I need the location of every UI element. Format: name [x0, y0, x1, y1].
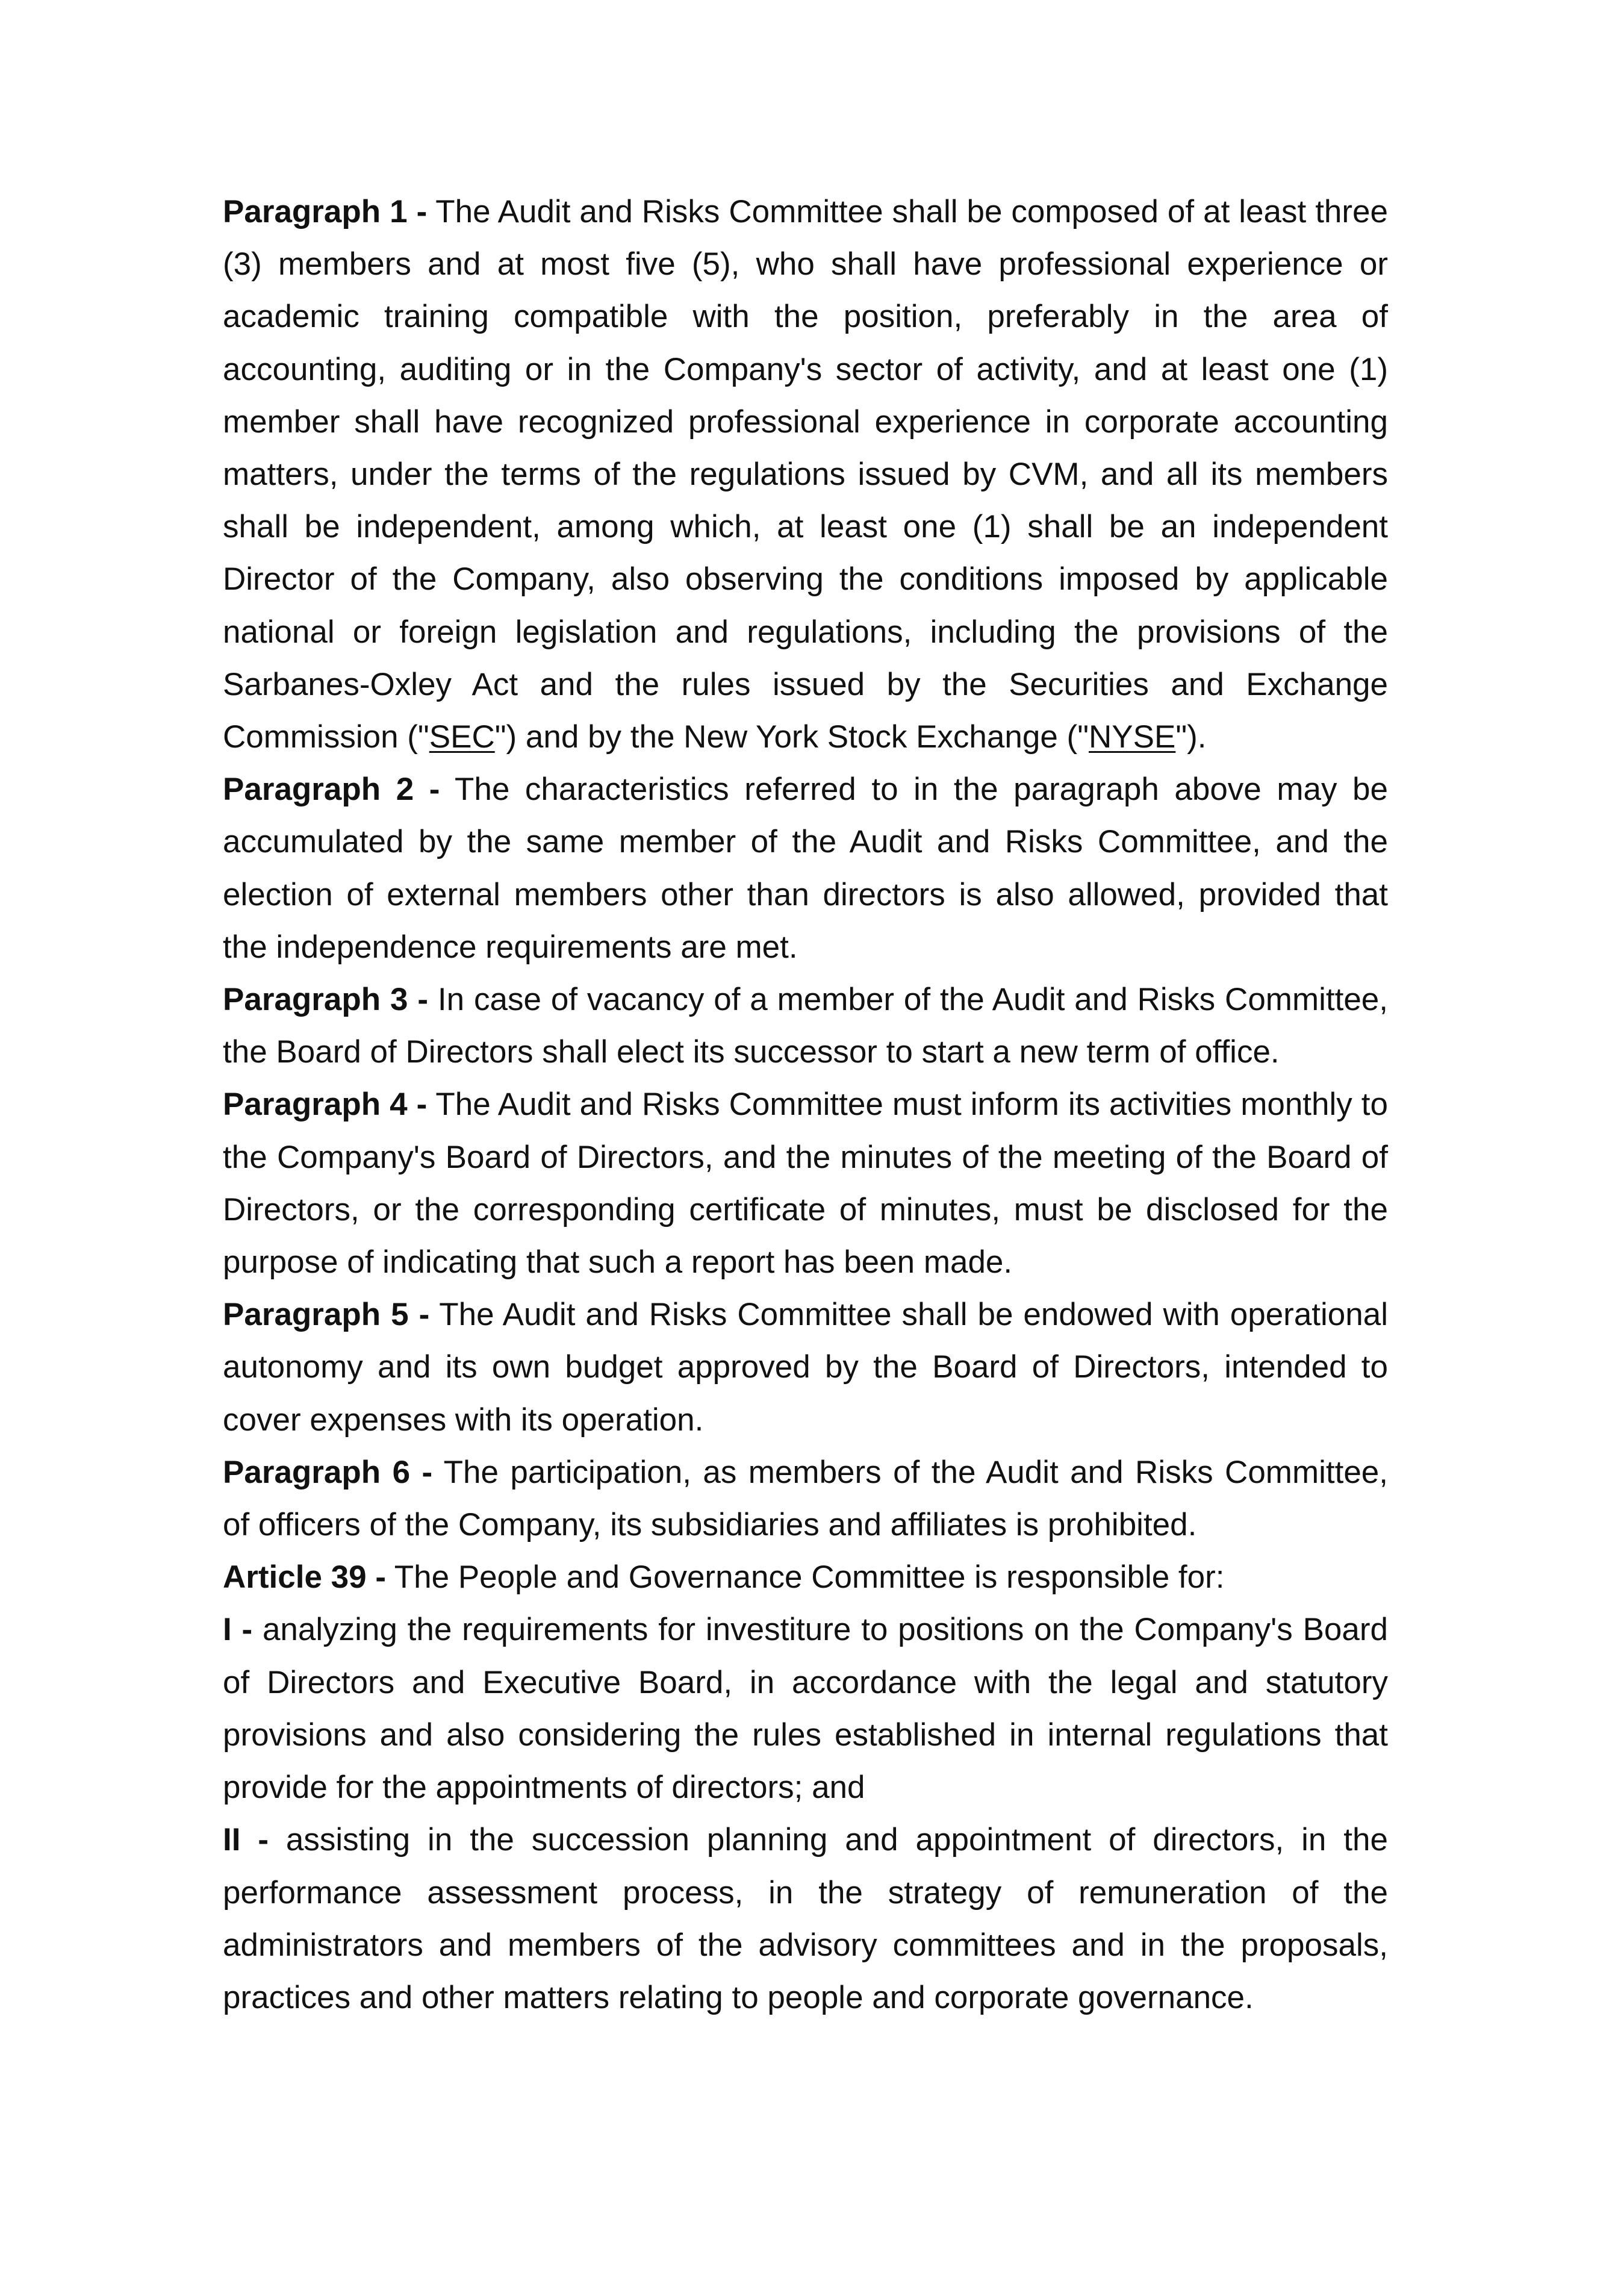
paragraph-2 — [223, 763, 1388, 973]
document-page — [223, 186, 1388, 2024]
paragraph-4-label: Paragraph 4 - — [223, 1087, 428, 1123]
paragraph-3-text: In case of vacancy of a member of the Audit and Risks Committee, the Board of Directors shall elect its successor to start a new term of office. — [223, 982, 1389, 1070]
paragraph-1-label: Paragraph 1 - — [223, 194, 428, 229]
paragraph-6-label: Paragraph 6 - — [223, 1454, 433, 1490]
paragraph-1-text: The Audit and Risks Committee shall be composed of at least three (3) members and at most five (5), who shall have professional experience or academic training compatible with the position, preferably in the area of accounting, auditing or in the Company's sector of activity, and at least one (1) member shall have recognized professional experience in corporate accounting matters, under the terms of the regulations issued by CVM, and all its members shall be independent, among which, at least one (1) shall be an independent Director of the Company, also observing the conditions imposed by applicable national or foreign legislation and regulations, including the provisions of the Sarbanes-Oxley Act and the rules issued by the Securities and Exchange Commission (" — [223, 194, 1389, 755]
defined-term-nyse: NYSE — [1089, 719, 1176, 755]
item-i — [223, 1603, 1388, 1814]
paragraph-4-text: The Audit and Risks Committee must inform its activities monthly to the Company's Board of Directors, and the minutes of the meeting of the Board of Directors, or the corresponding certificate of minutes, must be disclosed for the purpose of indicating that such a report has been made. — [223, 1087, 1388, 1281]
paragraph-5 — [223, 1288, 1388, 1446]
article-39-text: The People and Governance Committee is responsible for: — [386, 1559, 1225, 1596]
paragraph-6-text: The participation, as members of the Audit and Risks Committee, of officers of the Company, its subsidiaries and affiliates is prohibited. — [223, 1454, 1388, 1543]
paragraph-3-label: Paragraph 3 - — [223, 982, 429, 1018]
paragraph-2-text: The characteristics referred to in the paragraph above may be accumulated by the same member of the Audit and Risks Committee, and the election of external members other than directors is also allowed, provided that the independence requirements are met. — [223, 772, 1388, 965]
paragraph-5-text: The Audit and Risks Committee shall be endowed with operational autonomy and its own budget approved by the Board of Directors, intended to cover expenses with its operation. — [223, 1297, 1389, 1438]
item-ii-text: assisting in the succession planning and appointment of directors, in the performance assessment process, in the strategy of remuneration of the administrators and members of the advisory committees and in the proposals, practices and other matters relating to people and corporate governance. — [223, 1822, 1388, 2015]
defined-term-sec: SEC — [429, 719, 495, 755]
paragraph-5-label: Paragraph 5 - — [223, 1297, 430, 1333]
paragraph-2-label: Paragraph 2 - — [223, 772, 440, 808]
paragraph-3 — [223, 973, 1388, 1078]
item-i-text: analyzing the requirements for investiture to positions on the Company's Board of Directors and Executive Board, in accordance with the legal and statutory provisions and also considering the rules established in internal regulations that provide for the appointments of directors; and — [223, 1612, 1388, 1806]
article-39-label: Article 39 - — [223, 1559, 387, 1596]
paragraph-4 — [223, 1078, 1388, 1288]
paragraph-1-text-continued: ") and by the New York Stock Exchange (" — [494, 719, 1089, 755]
paragraph-6 — [223, 1446, 1388, 1551]
paragraph-1-text-end: "). — [1175, 719, 1207, 755]
article-39 — [223, 1551, 1388, 1603]
paragraph-1 — [223, 186, 1388, 763]
item-i-label: I - — [223, 1612, 253, 1648]
item-ii — [223, 1814, 1388, 2024]
item-ii-label: II - — [223, 1822, 269, 1858]
